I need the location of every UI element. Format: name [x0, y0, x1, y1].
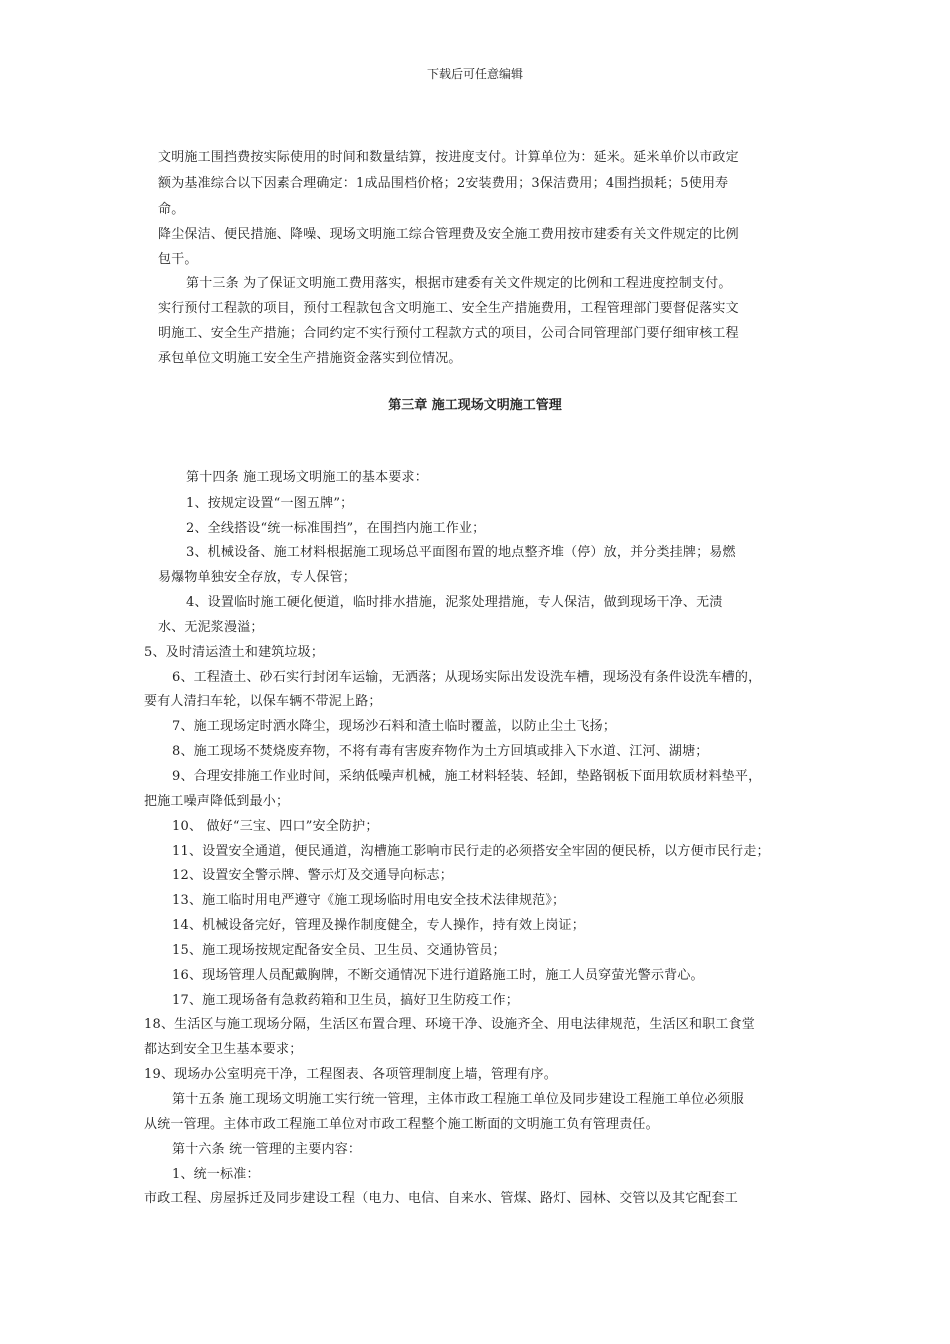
text-line: 额为基准综合以下因素合理确定：1成品围档价格；2安装费用；3保洁费用；4围挡损耗；5使用寿	[158, 176, 729, 191]
text-line: 19、现场办公室明亮干净，工程图表、各项管理制度上墙，管理有序。	[144, 1067, 557, 1082]
text-line: 6、工程渣土、砂石实行封闭车运输，无洒落；从现场实际出发设洗车槽，现场没有条件设洗车槽的，	[172, 670, 762, 685]
text-line: 水、无泥浆漫溢；	[158, 620, 264, 635]
text-line: 8、施工现场不焚烧废弃物，不将有毒有害废弃物作为土方回填或排入下水道、江河、湖塘；	[172, 744, 709, 759]
text-line: 第十五条 施工现场文明施工实行统一管理，主体市政工程施工单位及同步建设工程施工单位必须服	[172, 1092, 744, 1107]
text-line: 1、按规定设置“一图五牌”；	[186, 496, 354, 511]
text-line: 市政工程、房屋拆迁及同步建设工程（电力、电信、自来水、管煤、路灯、园林、交管以及其它配套工	[144, 1191, 739, 1206]
text-line: 7、施工现场定时洒水降尘，现场沙石料和渣土临时覆盖，以防止尘土飞扬；	[172, 719, 617, 734]
text-line: 把施工噪声降低到最小；	[144, 794, 290, 809]
chapter-title: 第三章 施工现场文明施工管理	[388, 398, 562, 413]
text-line: 命。	[158, 202, 185, 217]
text-line: 4、设置临时施工硬化便道，临时排水措施，泥浆处理措施，专人保洁，做到现场干净、无渍	[186, 595, 723, 610]
text-line: 16、现场管理人员配戴胸牌，不断交通情况下进行道路施工时，施工人员穿萤光警示背心。	[172, 968, 704, 983]
text-line: 第十四条 施工现场文明施工的基本要求：	[186, 470, 428, 485]
text-line: 第十六条 统一管理的主要内容：	[172, 1142, 362, 1157]
text-line: 9、合理安排施工作业时间，采纳低噪声机械，施工材料轻装、轻卸，垫路钢板下面用软质材料垫平，	[172, 769, 762, 784]
text-line: 实行预付工程款的项目，预付工程款包含文明施工、安全生产措施费用，工程管理部门要督促落实文	[158, 301, 739, 316]
text-line: 5、及时清运渣土和建筑垃圾；	[144, 645, 325, 660]
text-line: 明施工、安全生产措施；合同约定不实行预付工程款方式的项目，公司合同管理部门要仔细审核工程	[158, 326, 739, 341]
page-header: 下载后可任意编辑	[426, 67, 523, 81]
text-line: 12、设置安全警示牌、警示灯及交通导向标志；	[172, 868, 453, 883]
text-line: 10、 做好“三宝、四口”安全防护；	[172, 819, 379, 834]
text-line: 承包单位文明施工安全生产措施资金落实到位情况。	[158, 351, 462, 366]
text-line: 1、统一标准：	[172, 1167, 260, 1182]
text-line: 17、施工现场备有急救药箱和卫生员，搞好卫生防疫工作；	[172, 993, 519, 1008]
text-line: 文明施工围挡费按实际使用的时间和数量结算，按进度支付。计算单位为：延米。延米单价以市政定	[158, 150, 739, 165]
text-line: 从统一管理。主体市政工程施工单位对市政工程整个施工断面的文明施工负有管理责任。	[144, 1117, 659, 1132]
text-line: 要有人清扫车轮，以保车辆不带泥上路；	[144, 694, 382, 709]
text-line: 降尘保洁、便民措施、降噪、现场文明施工综合管理费及安全施工费用按市建委有关文件规定的比例	[158, 227, 739, 242]
text-line: 包干。	[158, 252, 198, 267]
text-line: 都达到安全卫生基本要求；	[144, 1042, 303, 1057]
text-line: 14、机械设备完好，管理及操作制度健全，专人操作，持有效上岗证；	[172, 918, 585, 933]
text-line: 15、施工现场按规定配备安全员、卫生员、交通协管员；	[172, 943, 506, 958]
text-line: 3、机械设备、施工材料根据施工现场总平面图布置的地点整齐堆（停）放，并分类挂牌；易燃	[186, 545, 736, 560]
text-line: 2、全线搭设“统一标准围挡”，在围挡内施工作业；	[186, 521, 486, 536]
text-line: 11、设置安全通道，便民通道，沟槽施工影响市民行走的必须搭安全牢固的便民桥，以方便市民行走；	[172, 844, 770, 859]
text-line: 易爆物单独安全存放，专人保管；	[158, 570, 357, 585]
text-line: 13、施工临时用电严遵守《施工现场临时用电安全技术法律规范》；	[172, 893, 566, 908]
text-line: 18、生活区与施工现场分隔，生活区布置合理、环境干净、设施齐全、用电法律规范，生活区和职工食堂	[144, 1017, 755, 1032]
text-line: 第十三条 为了保证文明施工费用落实，根据市建委有关文件规定的比例和工程进度控制支付。	[186, 276, 732, 291]
